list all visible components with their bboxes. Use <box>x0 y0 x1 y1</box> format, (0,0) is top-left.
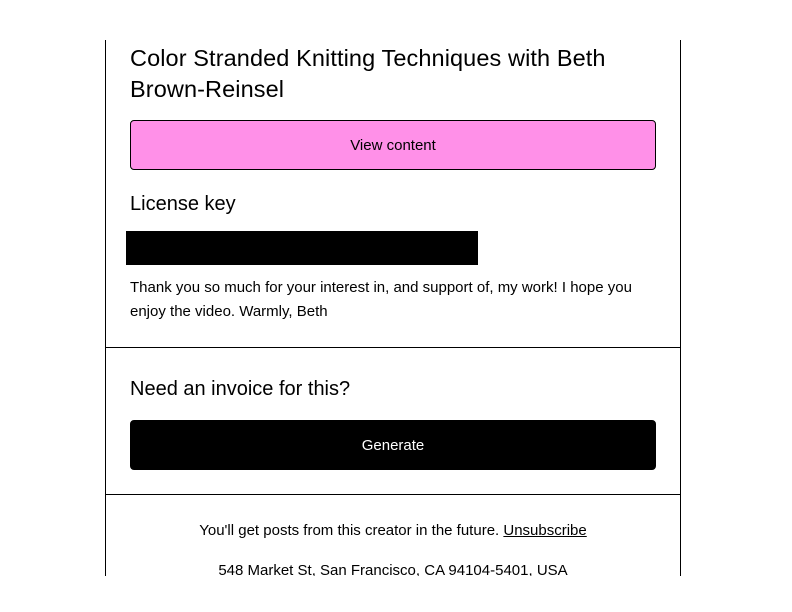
invoice-title: Need an invoice for this? <box>130 378 351 400</box>
subscription-notice-text: You'll get posts from this creator in the future. <box>199 522 500 539</box>
invoice-section <box>106 348 680 495</box>
subscription-notice <box>106 521 680 541</box>
unsubscribe-link[interactable]: Unsubscribe <box>503 522 587 539</box>
receipt-card <box>105 40 681 576</box>
product-title: Color Stranded Knitting Techniques with Beth Brown-Reinsel <box>130 45 606 102</box>
view-content-button[interactable]: View content <box>130 120 656 170</box>
license-key-value <box>126 231 478 265</box>
product-section <box>106 40 680 348</box>
company-address: 548 Market St, San Francisco, CA 94104-5401, USA <box>218 562 568 576</box>
footer-section <box>106 495 680 576</box>
generate-invoice-button[interactable]: Generate <box>130 420 656 470</box>
creator-message: Thank you so much for your interest in, and support of, my work! I hope you enjoy the video. Warmly, Beth <box>130 279 632 320</box>
license-key-label: License key <box>130 193 236 215</box>
